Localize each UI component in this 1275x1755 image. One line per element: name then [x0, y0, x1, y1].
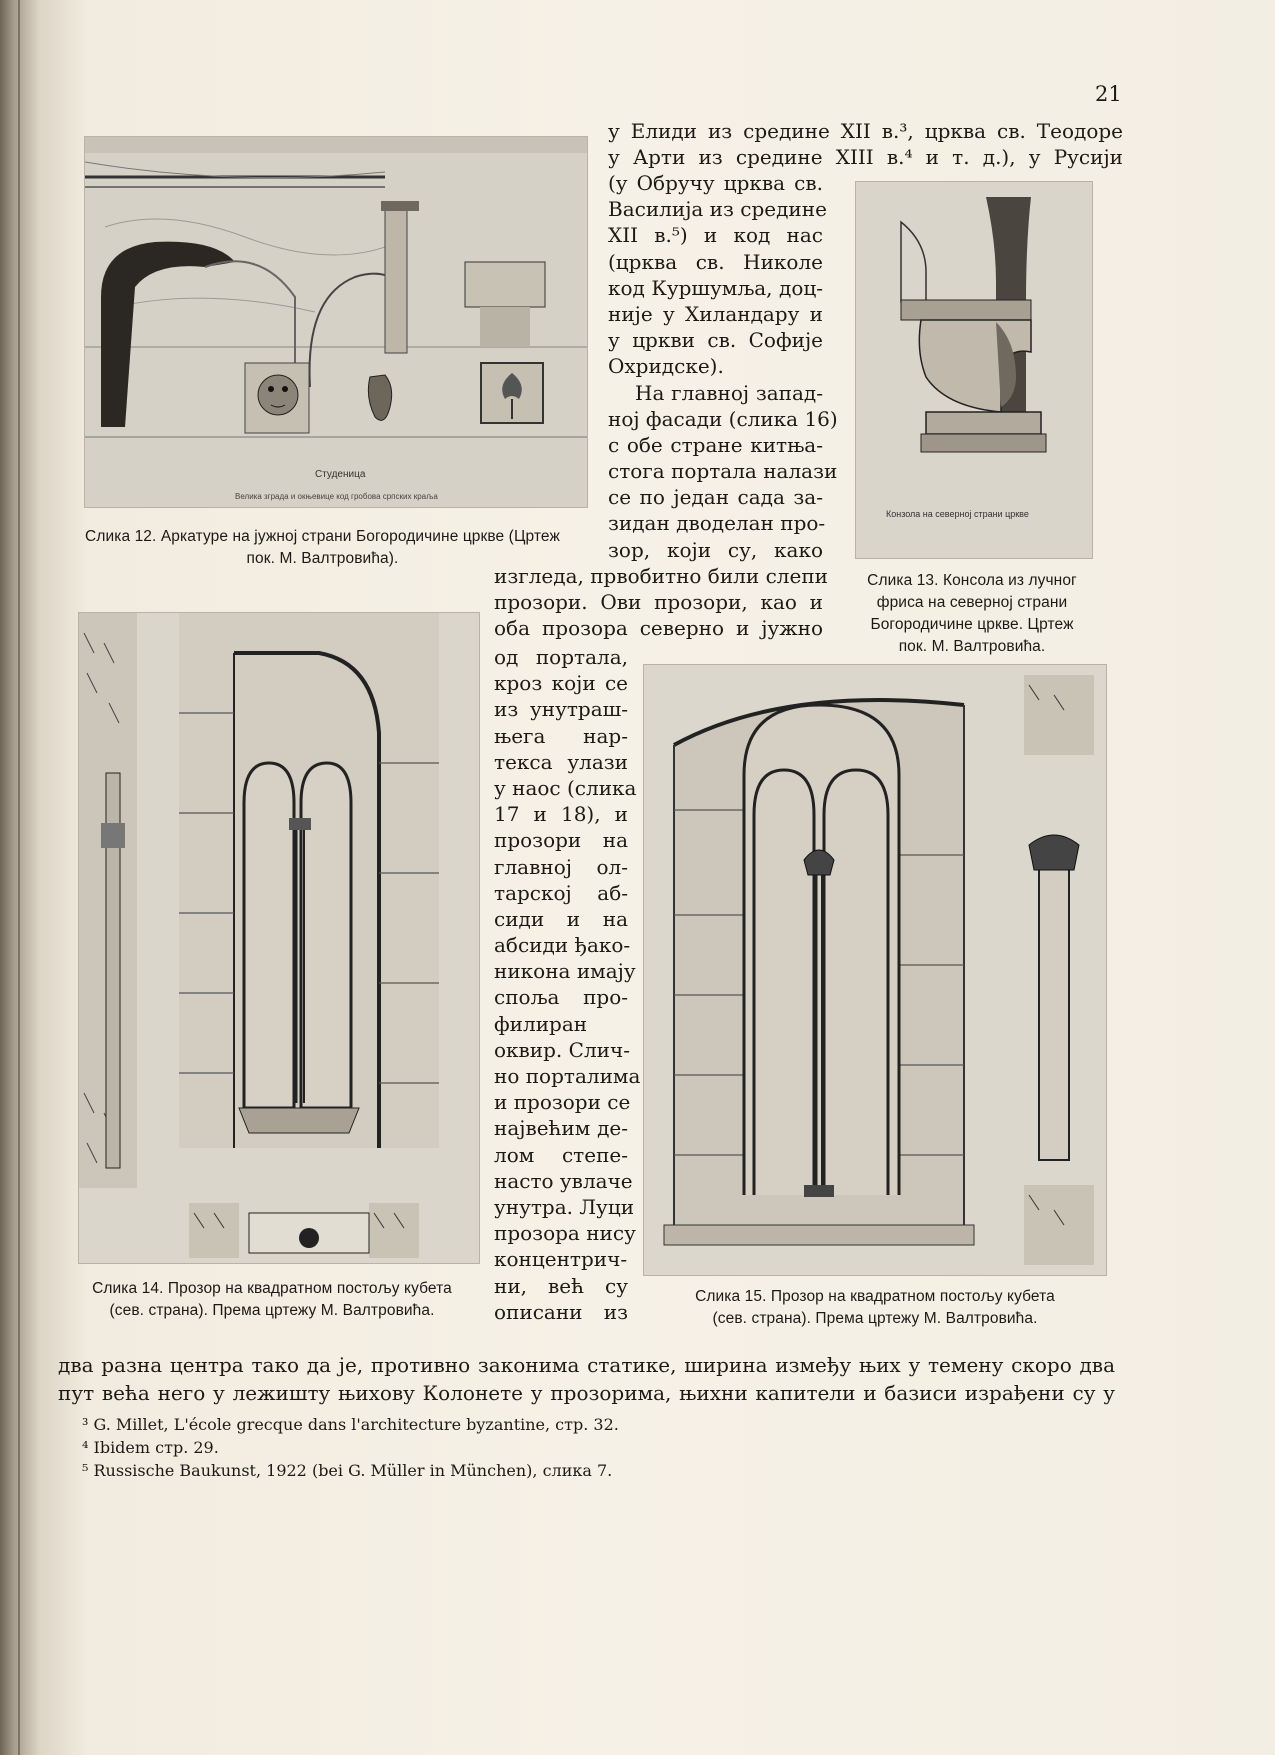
text-line: стога портала налази	[608, 459, 838, 484]
text-line: у наос (слика	[494, 775, 637, 800]
fig15-caption-line2: (сев. страна). Према цртежу М. Валтровића.	[712, 1310, 1038, 1327]
text-line: кроз који се	[494, 671, 628, 696]
text-line: описани из	[494, 1299, 628, 1324]
text-line: концентрич-	[494, 1247, 628, 1272]
arcade-drawing	[85, 137, 587, 507]
narrow-text-column	[494, 644, 641, 1325]
text-line: њега нар-	[494, 723, 628, 748]
text-line: два разна центра тако да је, противно законима статике, ширина између њих у темену скоро два	[58, 1353, 1115, 1377]
figure-13-caption	[836, 570, 1108, 658]
fig12-caption-line1: Слика 12. Аркатуре на јужној страни Богородичине цркве (Цртеж	[85, 528, 560, 545]
fig13-inscription: Конзола на северној страни цркве	[886, 509, 1029, 519]
text-line: у цркви св. Софије	[608, 328, 823, 353]
text-line: пут већа него у лежишту њихову Колонете у прозорима, њихни капители и базиси израђени су у	[58, 1381, 1115, 1405]
footnote-4: ⁴ Ibidem стр. 29.	[82, 1438, 219, 1457]
text-line: се по један сада за-	[608, 485, 823, 510]
fig13-caption-line2: фриса на северној страни	[876, 594, 1068, 611]
text-line: прозора нису	[494, 1221, 636, 1246]
text-line: у Елиди из средине XII в.³, црква св. Теодоре	[608, 119, 1123, 143]
text-line: највећим де-	[494, 1116, 628, 1141]
window-drawing-15	[644, 665, 1106, 1275]
text-line: XII в.⁵) и код нас	[608, 223, 823, 248]
fig12-inscription: Велика зграда и окњевице код гробова српских краља	[235, 492, 438, 501]
text-line: оба прозора северно и јужно	[494, 616, 823, 641]
text-line: Охридске).	[608, 354, 724, 379]
middle-text-column	[608, 170, 838, 563]
text-line: но порталима	[494, 1064, 641, 1088]
text-line: текса улази	[494, 749, 628, 774]
wide-text-lines	[494, 563, 828, 642]
text-line: споља про-	[494, 985, 628, 1010]
text-line: никона имају	[494, 959, 636, 984]
text-line: и прозори се	[494, 1090, 631, 1115]
text-line: главној ол-	[494, 854, 628, 879]
fig13-caption-line3: Богородичине цркве. Цртеж	[870, 616, 1074, 633]
figure-13-drawing	[855, 181, 1093, 559]
text-line: тарској аб-	[494, 880, 628, 905]
text-line: сиди и на	[494, 906, 628, 931]
text-line: прозори. Ови прозори, као и	[494, 590, 823, 615]
text-line: с обе стране китња-	[608, 432, 823, 457]
text-line: лом степе-	[494, 1142, 628, 1167]
fig14-caption-line1: Слика 14. Прозор на квадратном постољу кубета	[92, 1280, 452, 1297]
fig15-caption-line1: Слика 15. Прозор на квадратном постољу кубета	[695, 1288, 1055, 1305]
text-line: 17 и 18), и	[494, 802, 628, 827]
text-line: прозори на	[494, 828, 628, 853]
console-drawing	[856, 182, 1092, 558]
figure-14-caption	[62, 1278, 482, 1322]
text-line: зор, који су, како	[608, 537, 823, 562]
figure-12-drawing	[84, 136, 588, 508]
figure-14-drawing	[78, 612, 480, 1264]
footnote-5: ⁵ Russische Baukunst, 1922 (bei G. Müller in München), слика 7.	[82, 1461, 613, 1480]
figure-15-caption	[640, 1286, 1110, 1330]
text-line: унутра. Луци	[494, 1194, 635, 1219]
text-line: изгледа, првобитно били слепи	[494, 564, 828, 588]
text-line: ни, већ су	[494, 1273, 628, 1298]
text-line: у Арти из средине XIII в.⁴ и т. д.), у Русији	[608, 145, 1123, 170]
text-line: оквир. Слич-	[494, 1037, 630, 1062]
text-line: није у Хиландару и	[608, 301, 823, 326]
footnote-3: ³ G. Millet, L'école grecque dans l'architecture byzantine, стр. 32.	[82, 1415, 619, 1434]
text-line: Василија из средине	[608, 197, 827, 222]
fig12-caption-line2: пок. М. Валтровића).	[246, 550, 399, 567]
window-drawing-14	[79, 613, 479, 1263]
text-line: из унутраш-	[494, 697, 628, 722]
fig14-caption-line2: (сев. страна). Према цртежу М. Валтровића.	[109, 1302, 435, 1319]
text-line: код Куршумља, доц-	[608, 275, 823, 300]
footnotes	[82, 1413, 619, 1482]
text-line: (црква св. Николе	[608, 249, 823, 274]
figure-15-drawing	[643, 664, 1107, 1276]
fig13-caption-line4: пок. М. Валтровића.	[898, 638, 1046, 655]
text-line: На главној запад-	[608, 380, 823, 405]
text-line: зидан дводелан про-	[608, 511, 826, 536]
text-line: абсиди ђако-	[494, 933, 631, 958]
fig13-caption-line1: Слика 13. Консола из лучног	[867, 572, 1077, 589]
top-right-text	[608, 118, 1123, 170]
fig12-label: Студеница	[315, 469, 366, 480]
text-line: ној фасади (слика 16)	[608, 406, 838, 431]
binding-gutter	[18, 0, 20, 1755]
text-line: насто увлаче	[494, 1168, 633, 1193]
text-line: филиран	[494, 1011, 588, 1036]
bottom-text	[58, 1351, 1115, 1407]
text-line: од портала,	[494, 645, 628, 669]
page-number: 21	[1095, 82, 1122, 106]
text-line: (у Обручу црква св.	[608, 171, 823, 195]
